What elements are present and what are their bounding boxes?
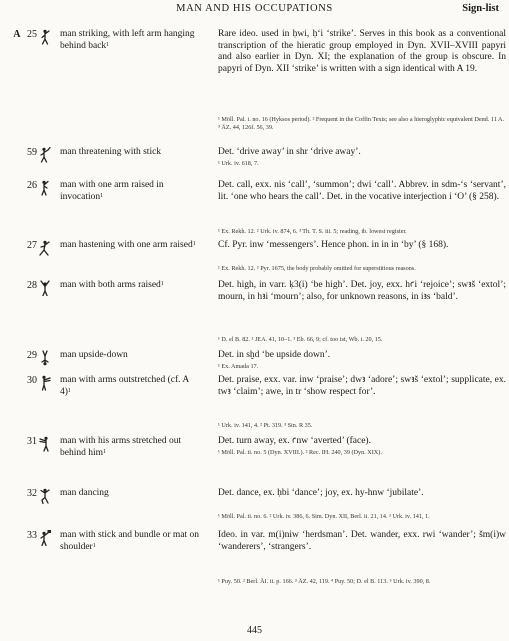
sign-description: man with one arm raised in invocation$^1$ (60, 180, 164, 202)
sign-number (2, 29, 37, 40)
sign-number (2, 240, 37, 251)
sign-body: Det. in sḫd ‘be upside down’. (218, 350, 331, 360)
footnote-ref: 1 (160, 281, 164, 287)
sign-number (2, 280, 37, 291)
footnotes: ¹ Möll. Pal. i. no. 16 (Hyksos period). ² Frequent in the Coffin Texts; see also a hieroglyphic equivalent Dend. 11 A. ³ ÄZ. 44, 126f. 56, 39. (218, 116, 505, 131)
sign-body: Rare ideo. used in ḥwi, ḥ‘i ‘strike’. Serves in this book as a conventional transcription of the hieratic group employed in Dyn. XVII–XVIII papyri and also earlier in Dyn. XI; the explanation of the group is obscure. In papyri of Dyn. XII ‘strike’ is written with a sign identical with A 19. (218, 29, 506, 74)
man-arms-raised-icon (38, 280, 52, 296)
entry-number: 26 (27, 180, 37, 191)
sign-body: Det. high, in varr. ḳ3(i) ‘be high’. Det. joy, exx. hꜥi ‘rejoice’; swꜣš ‘extol’; mourn, in hꜣi ‘mourn’; also, for unknown reasons, in iꜣs ‘bald’. (218, 280, 506, 302)
sign-description: man hastening with one arm raised$^1$ (60, 240, 196, 250)
sign-description: man with both arms raised$^1$ (60, 280, 164, 290)
sign-number (2, 350, 37, 361)
sign-body: Det. ‘drive away’ in shr ‘drive away’. (218, 147, 361, 157)
sign-description: man upside-down (60, 350, 128, 360)
entry-number: 27 (27, 240, 37, 251)
man-hastening-icon (38, 240, 52, 256)
man-upside-down-icon (38, 350, 52, 366)
man-invoking-icon (38, 180, 52, 196)
footnotes: ¹ Urk. iv. 141, 4. ² Pt. 319. ³ Sin. R 35. (218, 422, 313, 429)
entry-number: 30 (27, 375, 37, 386)
footnote-ref: 1 (67, 387, 71, 394)
sign-description: man with stick and bundle or mat on shoulder$^1$ (60, 530, 200, 552)
footnote-ref: 1 (100, 192, 104, 199)
entry-number: 25 (27, 29, 37, 40)
entry-number: 32 (27, 488, 37, 499)
sign-number (2, 180, 37, 191)
footnotes: ¹ Möll. Pal. ii. no. 6. ² Urk. iv. 386, 6. Sim. Dyn. XII, Berl. ii. 21, 14. ³ Urk. iv. 141, 1. (218, 513, 430, 520)
footnotes: ¹ Ex. Amada 17. (218, 363, 259, 370)
man-with-bundle-icon (38, 530, 52, 546)
footnotes: ¹ Ex. Rekh. 12. ² Urk. iv. 874, 6. ³ Th. T. S. iii. 5; reading, ib. lowest register. (218, 228, 407, 235)
footnotes: ¹ Möll. Pal. ii. no. 5 (Dyn. XVIII.). ² Rec. IH. 240, 39 (Dyn. XIX). (218, 449, 382, 456)
sign-description: man with arms outstretched (cf. A 4)$^1$ (60, 375, 189, 397)
sign-body: Det. call, exx. nis ‘call’, ‘summon’; dwi ‘call’. Abbrev. in sdm-‘s ‘servant’, lit. ‘one who hears the call’. Det. in the vocative interjection i ‘O’ (§ 258). (218, 180, 506, 202)
entry-number: 31 (27, 436, 37, 447)
entry-number: 59 (27, 147, 37, 158)
man-arms-behind-icon (38, 436, 52, 452)
sign-body: Det. praise, exx. var. inw ‘praise’; dwꜣ ‘adore’; swꜣš ‘extol’; supplicate, ex. twꜣ ‘claim’; awe, in tr ‘show respect for’. (218, 375, 506, 397)
footnote-ref: 1 (92, 542, 96, 549)
sign-description: man threatening with stick (60, 147, 162, 157)
running-header (0, 3, 509, 19)
footnote-ref: 1 (103, 448, 107, 455)
man-threatening-icon (38, 147, 52, 163)
sign-number (2, 530, 37, 541)
page-number: 445 (247, 625, 262, 636)
sign-body: Det. dance, ex. ḥbi ‘dance’; joy, ex. hy-hnw ‘jubilate’. (218, 488, 424, 498)
sign-description: man dancing (60, 488, 109, 498)
sign-number (2, 375, 37, 386)
sign-body: Ideo. in var. m(i)niw ‘herdsman’. Det. wander, exx. rwi ‘wander’; šm(i)w ‘wanderers’, ‘strangers’. (218, 530, 506, 552)
footnotes: ¹ Urk. iv. 618, 7. (218, 160, 259, 167)
footnote-ref: 1 (106, 41, 110, 48)
sign-description: man with his arms stretched out behind him$^1$ (60, 436, 182, 458)
footnotes: ¹ Ex. Rekh. 12. ² Pyr. 1675, the body probably omitted for superstitious reasons. (218, 265, 416, 272)
section-letter: A (13, 29, 21, 40)
man-dancing-icon (38, 488, 52, 504)
entry-number: 33 (27, 530, 37, 541)
footnote-ref: 1 (192, 241, 196, 247)
sign-body: Cf. Pyr. inw ‘messengers’. Hence phon. in in in ‘by’ (§ 168). (218, 240, 449, 250)
sign-description: man striking, with left arm hanging behind back$^1$ (60, 29, 195, 51)
sign-body: Det. turn away, ex. ꜥnw ‘averted’ (face). (218, 436, 371, 446)
footnotes: ¹ Puy. 50. ² Berl. ÄI. ii. p. 166. ³ ÄZ. 42, 119. ⁴ Puy. 50; D. el B. 113. ⁵ Urk. iv. 390, 8. (218, 578, 431, 585)
footnotes: ¹ D. el B. 82. ² JEA. 41, 10–1. ³ Eb. 66, 9; cf. too ist, Wb. i. 20, 15. (218, 336, 383, 343)
header-section: Sign-list (462, 3, 499, 14)
sign-number (2, 436, 37, 447)
entry-number: 29 (27, 350, 37, 361)
sign-number (2, 147, 37, 158)
man-striking-icon (38, 29, 52, 45)
man-arms-outstretched-icon (38, 375, 52, 391)
sign-number (2, 488, 37, 499)
entry-number: 28 (27, 280, 37, 291)
header-title: MAN AND HIS OCCUPATIONS (176, 3, 333, 14)
